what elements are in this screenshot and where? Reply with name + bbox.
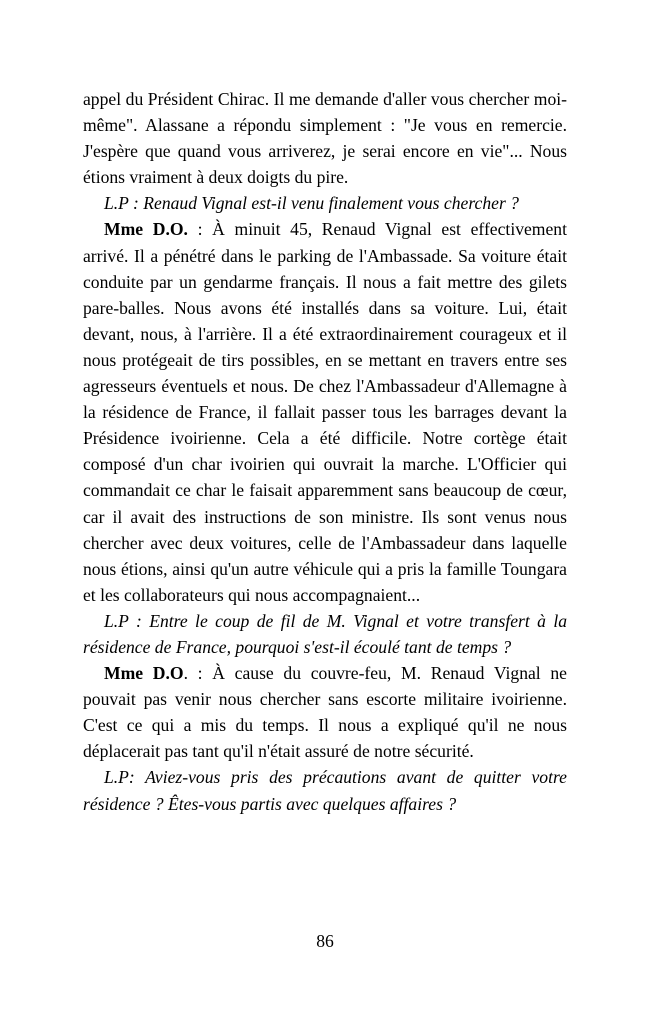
page-number: 86: [316, 931, 334, 951]
interviewer-question-1: L.P : Renaud Vignal est-il venu finalement vous chercher ?: [104, 193, 519, 214]
text-column: [83, 86, 567, 817]
interviewer-question-3: L.P: Aviez-vous pris des précautions avant de quitter votre résidence ? Êtes-vous partis avec quelques affaires ?: [83, 767, 567, 814]
paragraph-continuation: appel du Président Chirac. Il me demande d'aller vous chercher moi-même". Alassane a répondu simplement : "Je vous en remercie. J'espère que quand vous arriverez, je serai encore en vie"... Nous étions vraiment à deux doigts du pire.: [83, 89, 567, 188]
answer-paragraph-2: [83, 660, 567, 764]
speaker-label-mme-do-1: Mme D.O.: [104, 219, 188, 240]
interviewer-question-2: L.P : Entre le coup de fil de M. Vignal et votre transfert à la résidence de France, pourquoi s'est-il écoulé tant de temps ?: [83, 610, 567, 657]
answer-text-1: : À minuit 45, Renaud Vignal est effectivement arrivé. Il a pénétré dans le parking de l'Ambassade. Sa voiture était conduite par un gendarme français. Il nous a fait mettre des gilets pare-balles. Nous avons été installés dans sa voiture. Lui, était devant, nous, à l'arrière. Il a été extraordinairement courageux et il nous protégeait de tirs possibles, en se mettant en travers entre ses agresseurs éventuels et nous. De chez l'Ambassadeur d'Allemagne à la résidence de France, il fallait passer tous les barrages devant la Présidence ivoirienne. Cela a été difficile. Notre cortège était composé d'un char ivoirien qui ouvrait la marche. L'Officier qui commandait ce char le faisait apparemment sans beaucoup de cœur, car il avait des instructions de son ministre. Ils sont venus nous chercher avec deux voitures, celle de l'Ambassadeur dans laquelle nous étions, ainsi qu'un autre véhicule qui a pris la famille Toungara et les collaborateurs qui nous accompagnaient...: [83, 219, 567, 605]
speaker-label-mme-do-2: Mme D.O: [104, 663, 184, 684]
answer-text-2: . : À cause du couvre-feu, M. Renaud Vignal ne pouvait pas venir nous chercher sans escorte militaire ivoirienne. C'est ce qui a mis du temps. Il nous a expliqué qu'il ne nous déplacerait pas tant qu'il n'était assuré de notre sécurité.: [83, 663, 567, 762]
answer-paragraph-1: [83, 216, 567, 607]
